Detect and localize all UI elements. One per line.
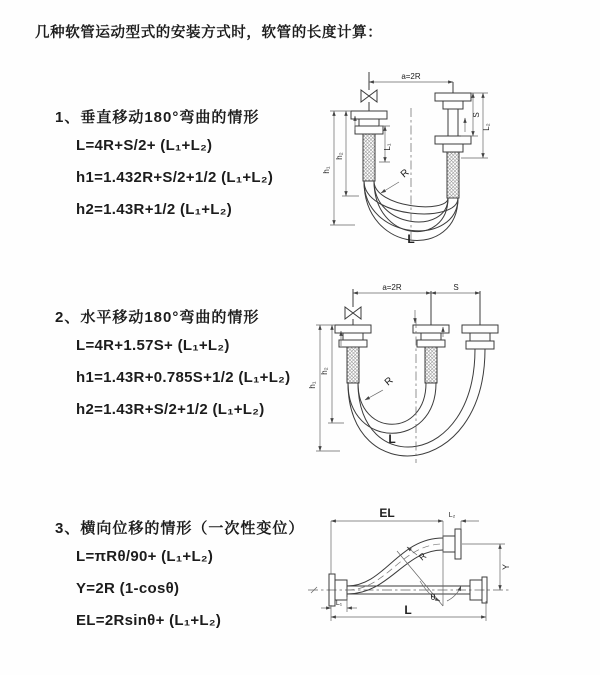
braided-hose-section: [363, 134, 375, 181]
section-3-heading: 3、横向位移的情形（一次性变位）: [55, 520, 305, 537]
left-pipe-assembly: [335, 289, 371, 383]
section-1: [55, 106, 273, 222]
radius-label: R: [398, 167, 412, 181]
braided-hose-section: [425, 347, 437, 383]
dimension-lines: [316, 293, 480, 451]
section-2-heading: 2、水平移动180°弯曲的情形: [55, 309, 260, 326]
left-pipe-assembly: [351, 72, 387, 181]
formula-l: L=4R+1.57S+ (L₁+L₂): [76, 337, 230, 354]
dim-label-el: EL: [379, 506, 395, 520]
dim-label-l2: L₂: [482, 123, 491, 131]
braided-hose-section: [347, 347, 359, 383]
dimension-lines: [330, 82, 488, 225]
page-title: 几种软管运动型式的安装方式时，软管的长度计算：: [35, 25, 383, 41]
s-curve-hose: [347, 529, 461, 594]
right-pipe-assembly: [462, 291, 498, 349]
section-2: [55, 306, 290, 422]
formula-l: L=4R+S/2+ (L₁+L₂): [76, 137, 213, 154]
section-3: [55, 517, 304, 633]
dim-label-l1: L₁: [383, 143, 392, 151]
diagram-lateral-displacement: [300, 503, 515, 631]
formula-el: EL=2Rsinθ+ (L₁+L₂): [76, 612, 222, 629]
formula-h1: h1=1.432R+S/2+1/2 (L₁+L₂): [76, 169, 274, 186]
length-label: L: [388, 432, 396, 446]
dim-label-h2: h₂: [320, 367, 329, 375]
valve-icon: [361, 90, 377, 102]
dim-label-l1: L₁: [335, 600, 343, 607]
braided-hose-section: [447, 152, 459, 198]
middle-pipe-assembly: [413, 291, 449, 383]
formula-h2: h2=1.43R+S/2+1/2 (L₁+L₂): [76, 401, 265, 418]
dim-label-a2r: a=2R: [401, 72, 421, 81]
valve-icon: [345, 307, 361, 319]
dim-label-l2: L₂: [448, 512, 456, 519]
dimension-lines: [321, 521, 505, 621]
length-label: L: [407, 232, 415, 246]
section-1-heading: 1、垂直移动180°弯曲的情形: [55, 109, 260, 126]
radius-label: R: [416, 550, 429, 563]
dim-label-h2: h₂: [335, 152, 344, 160]
formula-h1: h1=1.43R+0.785S+1/2 (L₁+L₂): [76, 369, 291, 386]
dim-label-l: L: [404, 603, 412, 617]
diagram-vertical-180-bend: [315, 66, 515, 256]
dim-label-s: S: [453, 283, 459, 292]
formula-l: L=πRθ/90+ (L₁+L₂): [76, 548, 214, 565]
dim-label-a2r: a=2R: [382, 283, 402, 292]
dim-label-h1: h₁: [308, 381, 317, 389]
radius-label: R: [382, 375, 396, 389]
angle-label: θ: [430, 592, 436, 602]
dim-label-y: Y: [501, 563, 511, 571]
formula-h2: h2=1.43R+1/2 (L₁+L₂): [76, 201, 233, 218]
hose-u-curves: [348, 349, 485, 456]
formula-y: Y=2R (1-cosθ): [76, 580, 180, 597]
diagram-horizontal-180-bend: [308, 283, 518, 473]
right-pipe-assembly: [435, 82, 471, 198]
dim-label-h1: h₁: [322, 166, 331, 174]
dim-label-s: S: [472, 112, 481, 118]
